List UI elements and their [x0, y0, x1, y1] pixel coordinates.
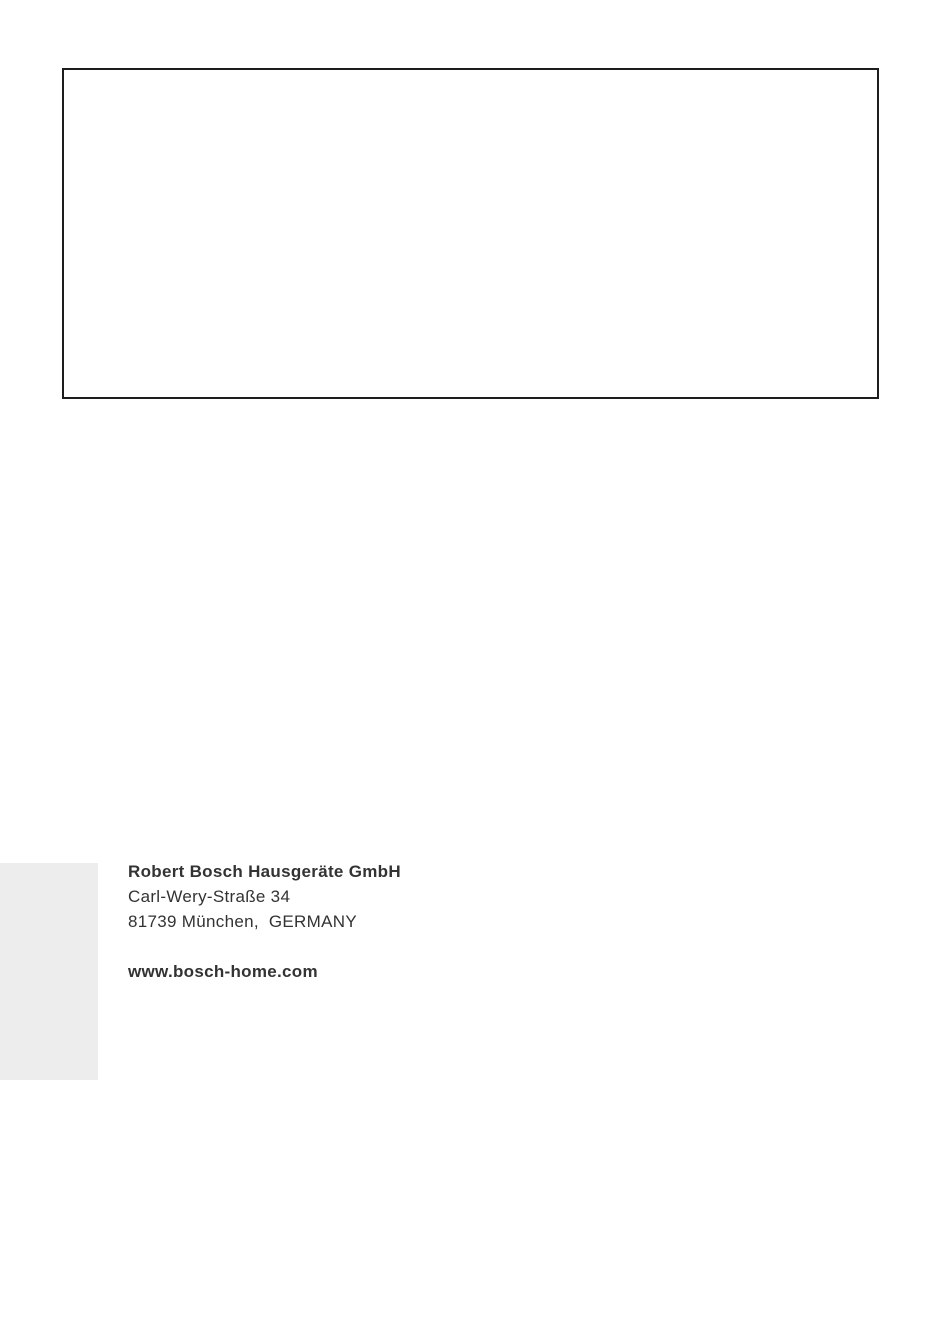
publisher-street: Carl-Wery-Straße 34 — [128, 887, 291, 906]
blank-outlined-box — [62, 68, 879, 399]
gray-spine-mark — [0, 863, 98, 1080]
publisher-name: Robert Bosch Hausgeräte GmbH — [128, 862, 401, 881]
publisher-address-block — [128, 859, 401, 984]
publisher-website: www.bosch-home.com — [128, 962, 318, 981]
publisher-city: 81739 München, GERMANY — [128, 912, 357, 931]
